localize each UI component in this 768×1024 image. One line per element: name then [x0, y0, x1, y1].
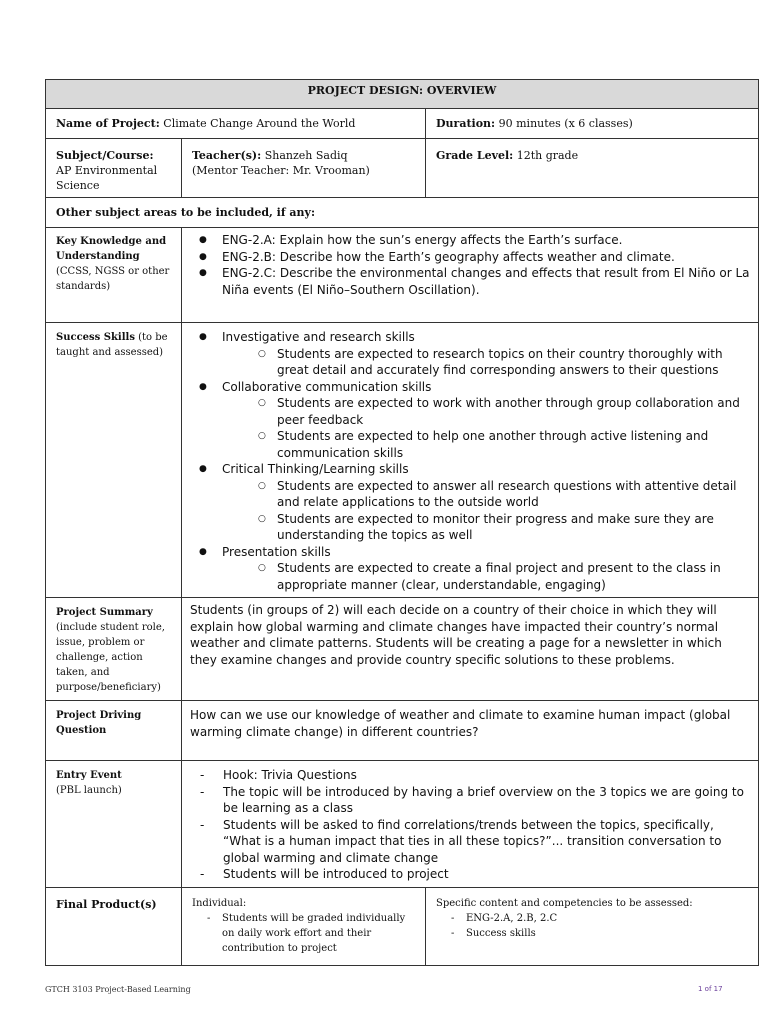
- skill-detail: ○ Students are expected to work with another through group collaboration and peer feedback: [182, 395, 750, 428]
- entry-event-list: [182, 767, 750, 883]
- table-header: PROJECT DESIGN: OVERVIEW: [46, 80, 759, 109]
- assessed-list: [436, 911, 748, 941]
- individual-label: Individual:: [192, 897, 247, 909]
- duration-label: Duration:: [436, 117, 496, 130]
- skill-details: [182, 395, 750, 461]
- skill-details: [182, 560, 750, 593]
- project-design-table: [45, 79, 759, 966]
- teacher-label: Teacher(s):: [192, 149, 262, 162]
- list-item: - Hook: Trivia Questions: [182, 767, 750, 784]
- key-knowledge-sublabel: (CCSS, NGSS or other standards): [56, 266, 170, 292]
- teacher-cell: [182, 139, 426, 198]
- success-skills-content: [182, 323, 759, 598]
- grade-label: Grade Level:: [436, 149, 514, 162]
- individual-cell: [182, 887, 426, 965]
- skill-item: [182, 544, 750, 594]
- key-knowledge-label-cell: [46, 228, 182, 323]
- success-skills-label-cell: [46, 323, 182, 598]
- duration-value: 90 minutes (x 6 classes): [498, 117, 633, 130]
- other-subjects-label: Other subject areas to be included, if any:: [46, 198, 759, 228]
- assessed-label: Specific content and competencies to be assessed:: [436, 897, 693, 909]
- list-item: - Success skills: [436, 926, 748, 941]
- list-item: - The topic will be introduced by having a brief overview on the 3 topics we are going to be learning as a class: [182, 784, 750, 817]
- skill-item: [182, 461, 750, 544]
- list-item: - Students will be graded individually on daily work effort and their contribution to project: [192, 911, 415, 956]
- course-row: [46, 139, 759, 198]
- skill-details: [182, 346, 750, 379]
- entry-event-row: [46, 761, 759, 888]
- key-knowledge-label: Key Knowledge and Understanding: [56, 236, 167, 262]
- subject-value: AP Environmental Science: [56, 164, 158, 192]
- list-item: - Students will be introduced to project: [182, 866, 750, 883]
- other-subjects-row: [46, 198, 759, 228]
- footer-course: GTCH 3103 Project-Based Learning: [45, 985, 191, 994]
- subject-label: Subject/Course:: [56, 149, 154, 162]
- subject-cell: [46, 139, 182, 198]
- skill-name: Critical Thinking/Learning skills: [222, 462, 409, 476]
- summary-sublabel: (include student role, issue, problem or challenge, action taken, and purpose/beneficiary): [56, 622, 165, 693]
- skill-item: [182, 379, 750, 462]
- skill-detail: ○ Students are expected to research topics on their country thoroughly with great detail and accurately find corresponding answers to their questions: [182, 346, 750, 379]
- skill-name: Investigative and research skills: [222, 330, 415, 344]
- summary-label-cell: [46, 598, 182, 701]
- final-products-row: [46, 887, 759, 965]
- driving-question-label: Project Driving Question: [46, 701, 182, 761]
- project-name-cell: [46, 109, 426, 139]
- entry-event-label-cell: [46, 761, 182, 888]
- key-knowledge-list: [182, 232, 750, 298]
- skill-details: [182, 478, 750, 544]
- skill-detail: ○ Students are expected to help one another through active listening and communication skills: [182, 428, 750, 461]
- skill-item: [182, 329, 750, 379]
- mentor-teacher: (Mentor Teacher: Mr. Vrooman): [192, 164, 370, 177]
- list-item: - Students will be asked to find correlations/trends between the topics, specifically, “What is a human impact that ties in all these topics?”... transition conversation to global warming and climate change: [182, 817, 750, 867]
- summary-text: Students (in groups of 2) will each decide on a country of their choice in which they will explain how global warming and climate changes have impacted their country’s normal weather and climate patterns. Students will be creating a page for a newsletter in which they examine changes and provide country specific solutions to these problems.: [182, 598, 759, 701]
- success-skills-list: [182, 329, 750, 593]
- project-name-row: [46, 109, 759, 139]
- skill-detail: ○ Students are expected to create a final project and present to the class in appropriate manner (clear, understandable, engaging): [182, 560, 750, 593]
- summary-label: Project Summary: [56, 607, 153, 618]
- key-knowledge-content: [182, 228, 759, 323]
- skill-name: Collaborative communication skills: [222, 379, 432, 394]
- teacher-value: Shanzeh Sadiq: [264, 149, 348, 162]
- success-skills-label: Success Skills: [56, 332, 135, 343]
- final-products-label: Final Product(s): [46, 887, 182, 965]
- entry-event-sublabel: (PBL launch): [56, 785, 122, 796]
- project-summary-row: [46, 598, 759, 701]
- grade-value: 12th grade: [516, 149, 579, 162]
- entry-event-label: Entry Event: [56, 770, 122, 781]
- assessed-cell: [426, 887, 759, 965]
- list-item: ● ENG-2.B: Describe how the Earth’s geography affects weather and climate.: [182, 249, 750, 266]
- skill-name: Presentation skills: [222, 544, 331, 559]
- duration-cell: [426, 109, 759, 139]
- key-knowledge-row: [46, 228, 759, 323]
- project-name-label: Name of Project:: [56, 117, 160, 130]
- success-skills-sublabel: (to be taught and assessed): [56, 332, 168, 358]
- entry-event-content: [182, 761, 759, 888]
- driving-question-row: [46, 701, 759, 761]
- list-item: ● ENG-2.C: Describe the environmental changes and effects that result from El Niño or La Niña events (El Niño–Southern Oscillation).: [182, 265, 750, 298]
- individual-list: [192, 911, 415, 956]
- grade-cell: [426, 139, 759, 198]
- skill-detail: ○ Students are expected to monitor their progress and make sure they are understanding the topics as well: [182, 511, 750, 544]
- list-item: ● ENG-2.A: Explain how the sun’s energy affects the Earth’s surface.: [182, 232, 750, 249]
- list-item: - ENG-2.A, 2.B, 2.C: [436, 911, 748, 926]
- driving-question-text: How can we use our knowledge of weather and climate to examine human impact (global warming climate change) in different countries?: [182, 701, 759, 761]
- footer-page-number: 1 of 17: [698, 985, 723, 993]
- success-skills-row: [46, 323, 759, 598]
- project-name-value: Climate Change Around the World: [163, 117, 356, 130]
- table-header-row: [46, 80, 759, 109]
- skill-detail: ○ Students are expected to answer all research questions with attentive detail and relate applications to the outside world: [182, 478, 750, 511]
